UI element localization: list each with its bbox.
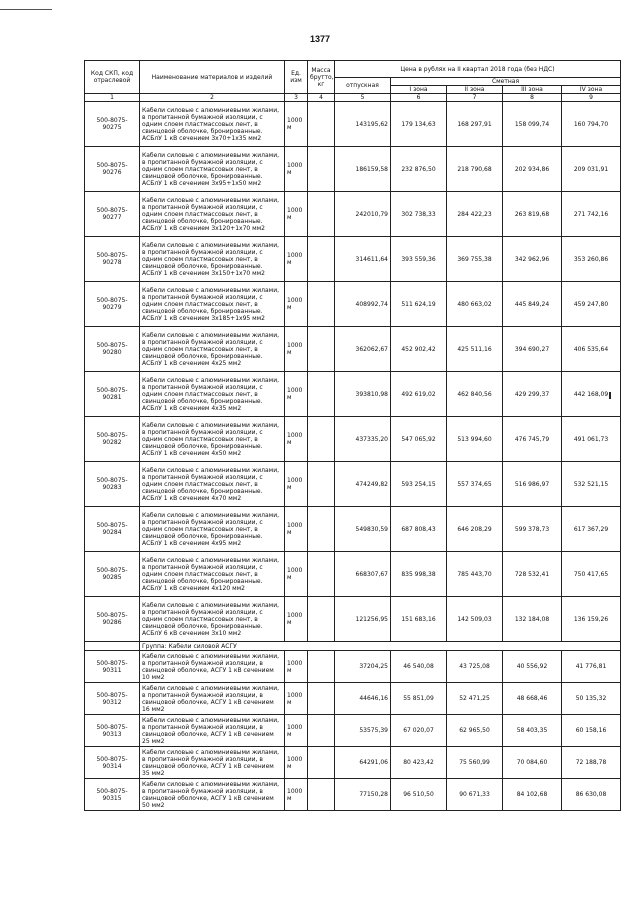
unit-of-measure: 1000 м xyxy=(285,147,308,192)
price-zone-3: 728 532,41 xyxy=(503,552,562,597)
price-zone-1: 302 738,33 xyxy=(391,192,447,237)
price-zone-1: 687 808,43 xyxy=(391,507,447,552)
table-row xyxy=(85,597,621,642)
gross-mass xyxy=(308,417,335,462)
price-zone-2: 284 422,23 xyxy=(447,192,503,237)
price-otpusk: 53575,39 xyxy=(335,715,391,747)
unit-of-measure: 1000 м xyxy=(285,282,308,327)
price-zone-2: 785 443,70 xyxy=(447,552,503,597)
header-name: Наименование материалов и изделий xyxy=(140,61,285,94)
price-zone-4: 41 776,81 xyxy=(562,651,621,683)
col-number: 3 xyxy=(285,94,308,102)
unit-of-measure: 1000 м xyxy=(285,462,308,507)
price-zone-3: 132 184,08 xyxy=(503,597,562,642)
price-zone-3: 394 690,27 xyxy=(503,327,562,372)
product-code: 500-8075-90286 xyxy=(85,597,140,642)
table-row xyxy=(85,417,621,462)
col-number: 4 xyxy=(308,94,335,102)
price-zone-4: 750 417,65 xyxy=(562,552,621,597)
price-otpusk: 474249,82 xyxy=(335,462,391,507)
price-zone-3: 342 962,96 xyxy=(503,237,562,282)
gross-mass xyxy=(308,192,335,237)
gross-mass xyxy=(308,747,335,779)
unit-of-measure: 1000 м xyxy=(285,683,308,715)
product-code: 500-8075-90283 xyxy=(85,462,140,507)
price-zone-3: 599 378,73 xyxy=(503,507,562,552)
gross-mass xyxy=(308,327,335,372)
col-number: 8 xyxy=(503,94,562,102)
price-zone-3: 202 934,86 xyxy=(503,147,562,192)
price-zone-4: 60 158,16 xyxy=(562,715,621,747)
product-code: 500-8075-90284 xyxy=(85,507,140,552)
price-otpusk: 44646,16 xyxy=(335,683,391,715)
price-zone-1: 492 619,02 xyxy=(391,372,447,417)
price-table xyxy=(84,60,621,811)
header-zone-4: IV зона xyxy=(562,86,621,94)
unit-of-measure: 1000 м xyxy=(285,747,308,779)
gross-mass xyxy=(308,102,335,147)
table-row xyxy=(85,282,621,327)
product-description: Кабели силовые с алюминиевыми жилами, в пропитанной бумажной изоляции, в свинцовой оболочке, АСГУ 1 кВ сечением 25 мм2 xyxy=(140,715,285,747)
price-zone-4: 50 135,32 xyxy=(562,683,621,715)
price-zone-4: 459 247,80 xyxy=(562,282,621,327)
unit-of-measure: 1000 м xyxy=(285,507,308,552)
price-zone-2: 513 994,60 xyxy=(447,417,503,462)
product-code: 500-8075-90275 xyxy=(85,102,140,147)
price-zone-3: 516 986,97 xyxy=(503,462,562,507)
price-otpusk: 393810,98 xyxy=(335,372,391,417)
header-code: Код СКП, код отраслевой xyxy=(85,61,140,94)
gross-mass xyxy=(308,237,335,282)
price-zone-3: 58 403,35 xyxy=(503,715,562,747)
product-code: 500-8075-90315 xyxy=(85,779,140,811)
price-zone-2: 646 208,29 xyxy=(447,507,503,552)
table-row xyxy=(85,192,621,237)
gross-mass xyxy=(308,507,335,552)
product-code: 500-8075-90277 xyxy=(85,192,140,237)
product-description: Кабели силовые с алюминиевыми жилами, в пропитанной бумажной изоляции, с одним слоем пластмассовых лент, в свинцовой оболочке, бронированные. АСБлУ 1 кВ сечением 3х70+1х35 мм2 xyxy=(140,102,285,147)
gross-mass xyxy=(308,715,335,747)
price-zone-4: 442 168,09 xyxy=(562,372,621,417)
price-zone-3: 70 084,60 xyxy=(503,747,562,779)
product-code: 500-8075-90276 xyxy=(85,147,140,192)
price-zone-3: 263 819,68 xyxy=(503,192,562,237)
price-zone-1: 55 851,09 xyxy=(391,683,447,715)
price-otpusk: 64291,06 xyxy=(335,747,391,779)
col-number: 6 xyxy=(391,94,447,102)
table-row xyxy=(85,779,621,811)
product-description: Кабели силовые с алюминиевыми жилами, в пропитанной бумажной изоляции, в свинцовой оболочке, АСГУ 1 кВ сечением 35 мм2 xyxy=(140,747,285,779)
product-code: 500-8075-90285 xyxy=(85,552,140,597)
header-otpusk: отпускная xyxy=(335,78,391,94)
price-otpusk: 242010,79 xyxy=(335,192,391,237)
col-number: 1 xyxy=(85,94,140,102)
gross-mass xyxy=(308,282,335,327)
product-description: Кабели силовые с алюминиевыми жилами, в пропитанной бумажной изоляции, с одним слоем пластмассовых лент, в свинцовой оболочке, бронированные. АСБлУ 1 кВ сечением 4х50 мм2 xyxy=(140,417,285,462)
product-code: 500-8075-90281 xyxy=(85,372,140,417)
product-description: Кабели силовые с алюминиевыми жилами, в пропитанной бумажной изоляции, с одним слоем пластмассовых лент, в свинцовой оболочке, бронированные. АСБлУ 1 кВ сечением 4х25 мм2 xyxy=(140,327,285,372)
header-zone-3: III зона xyxy=(503,86,562,94)
product-description: Кабели силовые с алюминиевыми жилами, в пропитанной бумажной изоляции, с одним слоем пластмассовых лент, в свинцовой оболочке, бронированные. АСБлУ 1 кВ сечением 4х70 мм2 xyxy=(140,462,285,507)
table-row xyxy=(85,327,621,372)
product-description: Кабели силовые с алюминиевыми жилами, в пропитанной бумажной изоляции, в свинцовой оболочке, АСГУ 1 кВ сечением 50 мм2 xyxy=(140,779,285,811)
product-code: 500-8075-90279 xyxy=(85,282,140,327)
table-row xyxy=(85,147,621,192)
unit-of-measure: 1000 м xyxy=(285,715,308,747)
price-zone-2: 62 965,50 xyxy=(447,715,503,747)
unit-of-measure: 1000 м xyxy=(285,417,308,462)
price-zone-2: 369 755,38 xyxy=(447,237,503,282)
price-zone-1: 593 254,15 xyxy=(391,462,447,507)
top-rule xyxy=(0,9,52,10)
price-zone-3: 158 099,74 xyxy=(503,102,562,147)
table-row xyxy=(85,683,621,715)
price-zone-2: 168 297,91 xyxy=(447,102,503,147)
price-zone-3: 40 556,92 xyxy=(503,651,562,683)
price-zone-4: 72 188,78 xyxy=(562,747,621,779)
unit-of-measure: 1000 м xyxy=(285,327,308,372)
unit-of-measure: 1000 м xyxy=(285,597,308,642)
table-row xyxy=(85,747,621,779)
price-zone-4: 271 742,16 xyxy=(562,192,621,237)
product-code: 500-8075-90311 xyxy=(85,651,140,683)
price-zone-2: 425 511,16 xyxy=(447,327,503,372)
unit-of-measure: 1000 м xyxy=(285,237,308,282)
table-row xyxy=(85,102,621,147)
col-number: 5 xyxy=(335,94,391,102)
product-code: 500-8075-90313 xyxy=(85,715,140,747)
header-smetnaya: Сметная xyxy=(391,78,621,86)
table-row xyxy=(85,552,621,597)
price-zone-3: 84 102,68 xyxy=(503,779,562,811)
price-otpusk: 668307,67 xyxy=(335,552,391,597)
header-zone-1: I зона xyxy=(391,86,447,94)
gross-mass xyxy=(308,651,335,683)
price-zone-4: 86 630,08 xyxy=(562,779,621,811)
price-zone-2: 52 471,25 xyxy=(447,683,503,715)
price-zone-2: 142 509,03 xyxy=(447,597,503,642)
price-zone-4: 491 061,73 xyxy=(562,417,621,462)
price-zone-3: 48 668,46 xyxy=(503,683,562,715)
product-description: Кабели силовые с алюминиевыми жилами, в пропитанной бумажной изоляции, с одним слоем пластмассовых лент, в свинцовой оболочке, бронированные. АСБлУ 6 кВ сечением 3х10 мм2 xyxy=(140,597,285,642)
product-description: Кабели силовые с алюминиевыми жилами, в пропитанной бумажной изоляции, с одним слоем пластмассовых лент, в свинцовой оболочке, бронированные. АСБлУ 1 кВ сечением 4х35 мм2 xyxy=(140,372,285,417)
product-description: Кабели силовые с алюминиевыми жилами, в пропитанной бумажной изоляции, с одним слоем пластмассовых лент, в свинцовой оболочке, бронированные. АСБлУ 1 кВ сечением 4х120 мм2 xyxy=(140,552,285,597)
unit-of-measure: 1000 м xyxy=(285,651,308,683)
price-otpusk: 314611,64 xyxy=(335,237,391,282)
price-zone-2: 462 840,56 xyxy=(447,372,503,417)
price-zone-4: 136 159,26 xyxy=(562,597,621,642)
price-zone-1: 232 876,50 xyxy=(391,147,447,192)
unit-of-measure: 1000 м xyxy=(285,779,308,811)
price-zone-2: 43 725,08 xyxy=(447,651,503,683)
group-label: Группа: Кабели силовой АСГУ xyxy=(140,642,621,651)
column-number-row xyxy=(85,94,621,102)
price-zone-4: 160 794,70 xyxy=(562,102,621,147)
unit-of-measure: 1000 м xyxy=(285,102,308,147)
price-zone-4: 617 367,29 xyxy=(562,507,621,552)
price-otpusk: 549830,59 xyxy=(335,507,391,552)
price-zone-3: 445 849,24 xyxy=(503,282,562,327)
price-zone-1: 80 423,42 xyxy=(391,747,447,779)
price-zone-1: 547 065,92 xyxy=(391,417,447,462)
price-zone-2: 218 790,68 xyxy=(447,147,503,192)
price-zone-2: 480 663,02 xyxy=(447,282,503,327)
product-description: Кабели силовые с алюминиевыми жилами, в пропитанной бумажной изоляции, в свинцовой оболочке, АСГУ 1 кВ сечением 16 мм2 xyxy=(140,683,285,715)
gross-mass xyxy=(308,597,335,642)
price-otpusk: 77150,28 xyxy=(335,779,391,811)
price-otpusk: 37204,25 xyxy=(335,651,391,683)
product-description: Кабели силовые с алюминиевыми жилами, в пропитанной бумажной изоляции, с одним слоем пластмассовых лент, в свинцовой оболочке, бронированные. АСБлУ 1 кВ сечением 3х120+1х70 мм2 xyxy=(140,192,285,237)
unit-of-measure: 1000 м xyxy=(285,552,308,597)
page-number: 1377 xyxy=(309,34,331,44)
price-otpusk: 186159,58 xyxy=(335,147,391,192)
price-zone-1: 179 134,63 xyxy=(391,102,447,147)
product-code: 500-8075-90278 xyxy=(85,237,140,282)
product-description: Кабели силовые с алюминиевыми жилами, в пропитанной бумажной изоляции, с одним слоем пластмассовых лент, в свинцовой оболочке, бронированные. АСБлУ 1 кВ сечением 4х95 мм2 xyxy=(140,507,285,552)
gross-mass xyxy=(308,372,335,417)
price-zone-3: 429 299,37 xyxy=(503,372,562,417)
product-code: 500-8075-90314 xyxy=(85,747,140,779)
table-body-asblu xyxy=(85,102,621,642)
table-row xyxy=(85,372,621,417)
price-otpusk: 408992,74 xyxy=(335,282,391,327)
price-zone-1: 67 020,07 xyxy=(391,715,447,747)
unit-of-measure: 1000 м xyxy=(285,192,308,237)
gross-mass xyxy=(308,552,335,597)
price-otpusk: 437335,20 xyxy=(335,417,391,462)
product-description: Кабели силовые с алюминиевыми жилами, в пропитанной бумажной изоляции, с одним слоем пластмассовых лент, в свинцовой оболочке, бронированные. АСБлУ 1 кВ сечением 3х185+1х95 мм2 xyxy=(140,282,285,327)
price-zone-3: 476 745,79 xyxy=(503,417,562,462)
header-zone-2: II зона xyxy=(447,86,503,94)
table-row xyxy=(85,237,621,282)
price-zone-2: 90 671,33 xyxy=(447,779,503,811)
price-zone-4: 209 031,91 xyxy=(562,147,621,192)
product-code: 500-8075-90312 xyxy=(85,683,140,715)
gross-mass xyxy=(308,147,335,192)
price-zone-1: 835 998,38 xyxy=(391,552,447,597)
price-zone-1: 46 540,08 xyxy=(391,651,447,683)
product-code: 500-8075-90280 xyxy=(85,327,140,372)
gross-mass xyxy=(308,779,335,811)
group-section xyxy=(85,642,621,651)
header-mass: Масса брутто, кг xyxy=(308,61,335,94)
header-unit: Ед. изм xyxy=(285,61,308,94)
price-zone-4: 406 535,64 xyxy=(562,327,621,372)
group-code-cell xyxy=(85,642,140,651)
price-zone-1: 151 683,16 xyxy=(391,597,447,642)
col-number: 2 xyxy=(140,94,285,102)
table-body-asgu xyxy=(85,651,621,811)
table-row xyxy=(85,462,621,507)
product-description: Кабели силовые с алюминиевыми жилами, в пропитанной бумажной изоляции, с одним слоем пластмассовых лент, в свинцовой оболочке, бронированные. АСБлУ 1 кВ сечением 3х95+1х50 мм2 xyxy=(140,147,285,192)
product-description: Кабели силовые с алюминиевыми жилами, в пропитанной бумажной изоляции, с одним слоем пластмассовых лент, в свинцовой оболочке, бронированные. АСБлУ 1 кВ сечением 3х150+1х70 мм2 xyxy=(140,237,285,282)
price-zone-2: 557 374,65 xyxy=(447,462,503,507)
col-number: 9 xyxy=(562,94,621,102)
price-otpusk: 121256,95 xyxy=(335,597,391,642)
price-zone-4: 532 521,15 xyxy=(562,462,621,507)
unit-of-measure: 1000 м xyxy=(285,372,308,417)
price-zone-1: 511 624,19 xyxy=(391,282,447,327)
table-row xyxy=(85,651,621,683)
gross-mass xyxy=(308,683,335,715)
table-row xyxy=(85,507,621,552)
header-price-title: Цена в рублях на II квартал 2018 года (без НДС) xyxy=(335,61,621,78)
table-row xyxy=(85,715,621,747)
table-header xyxy=(85,61,621,102)
price-zone-1: 452 902,42 xyxy=(391,327,447,372)
col-number: 7 xyxy=(447,94,503,102)
product-code: 500-8075-90282 xyxy=(85,417,140,462)
price-zone-1: 393 559,36 xyxy=(391,237,447,282)
price-otpusk: 143195,62 xyxy=(335,102,391,147)
price-zone-1: 96 510,50 xyxy=(391,779,447,811)
gross-mass xyxy=(308,462,335,507)
price-zone-2: 75 560,99 xyxy=(447,747,503,779)
price-zone-4: 353 260,86 xyxy=(562,237,621,282)
price-otpusk: 362062,67 xyxy=(335,327,391,372)
product-description: Кабели силовые с алюминиевыми жилами, в пропитанной бумажной изоляции, в свинцовой оболочке, АСГУ 1 кВ сечением 10 мм2 xyxy=(140,651,285,683)
